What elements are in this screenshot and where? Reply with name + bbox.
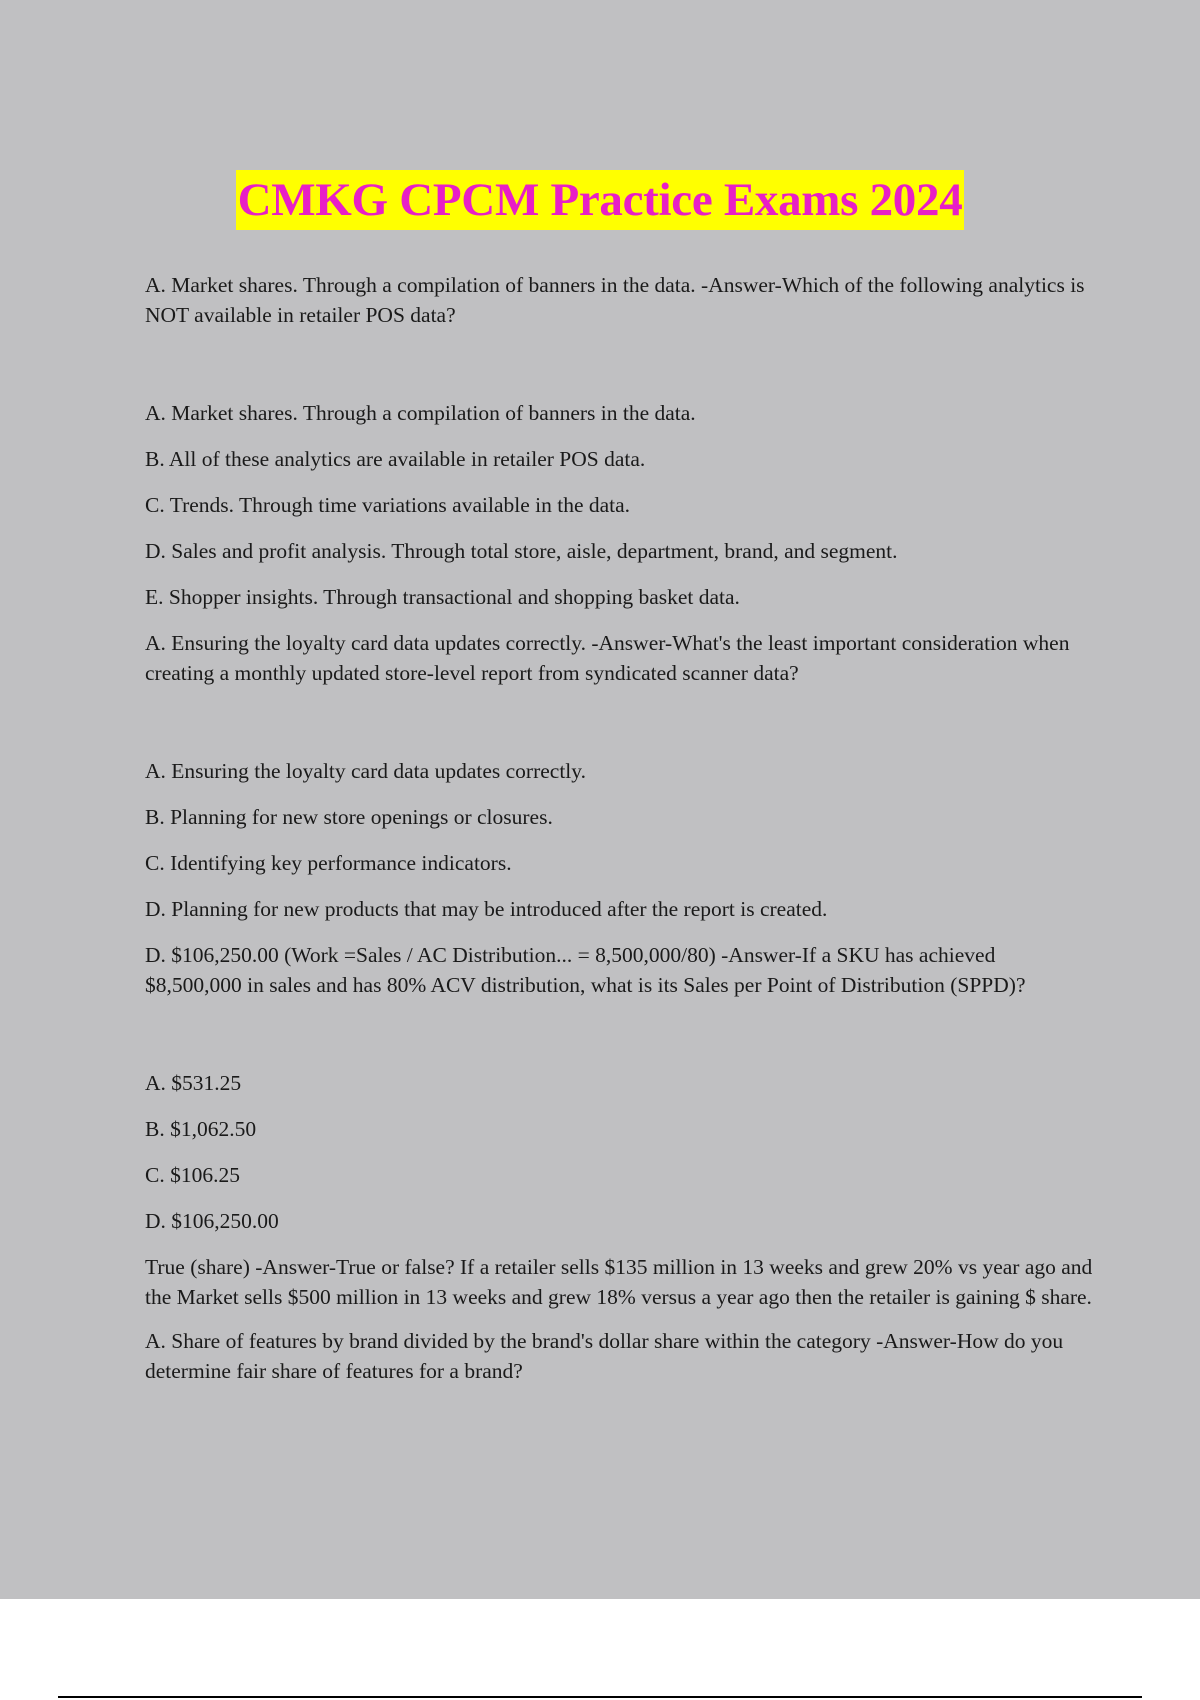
question-4-text: True (share) -Answer-True or false? If a retailer sells $135 million in 13 weeks and grew 20% vs year ago and the Market sells $500 million in 13 weeks and grew 18% versus a year ago then the retailer is gaining $ share. [145, 1255, 1093, 1309]
question-3-text: D. $106,250.00 (Work =Sales / AC Distribution... = 8,500,000/80) -Answer-If a SKU has achieved $8,500,000 in sales and has 80% ACV distribution, what is its Sales per Point of Distribution (SPPD)? [145, 943, 1026, 997]
question-1-text: A. Market shares. Through a compilation of banners in the data. -Answer-Which of the following analytics is NOT available in retailer POS data? [145, 273, 1085, 327]
document-title: CMKG CPCM Practice Exams 2024 [236, 170, 965, 230]
question-3-option-a: A. $531.25 [145, 1071, 242, 1095]
question-1-option-c: C. Trends. Through time variations available in the data. [145, 493, 631, 517]
question-2-option-b: B. Planning for new store openings or closures. [145, 805, 553, 829]
question-2-option-d: D. Planning for new products that may be introduced after the report is created. [145, 897, 828, 921]
question-1-option-a: A. Market shares. Through a compilation of banners in the data. [145, 401, 696, 425]
document-body [145, 270, 1095, 1400]
question-1-option-d: D. Sales and profit analysis. Through total store, aisle, department, brand, and segment. [145, 539, 898, 563]
question-3-option-b: B. $1,062.50 [145, 1117, 257, 1141]
question-1-option-e: E. Shopper insights. Through transactional and shopping basket data. [145, 585, 740, 609]
footer-divider [58, 1696, 1142, 1698]
question-3-option-d: D. $106,250.00 [145, 1209, 279, 1233]
question-2-text: A. Ensuring the loyalty card data updates correctly. -Answer-What's the least important consideration when creating a monthly updated store-level report from syndicated scanner data? [145, 631, 1070, 685]
question-5-text: A. Share of features by brand divided by the brand's dollar share within the category -Answer-How do you determine fair share of features for a brand? [145, 1329, 1064, 1383]
title-wrap [0, 170, 1200, 230]
question-2-option-c: C. Identifying key performance indicators. [145, 851, 512, 875]
question-3-option-c: C. $106.25 [145, 1163, 240, 1187]
question-1-option-b: B. All of these analytics are available in retailer POS data. [145, 447, 646, 471]
question-2-option-a: A. Ensuring the loyalty card data updates correctly. [145, 759, 586, 783]
